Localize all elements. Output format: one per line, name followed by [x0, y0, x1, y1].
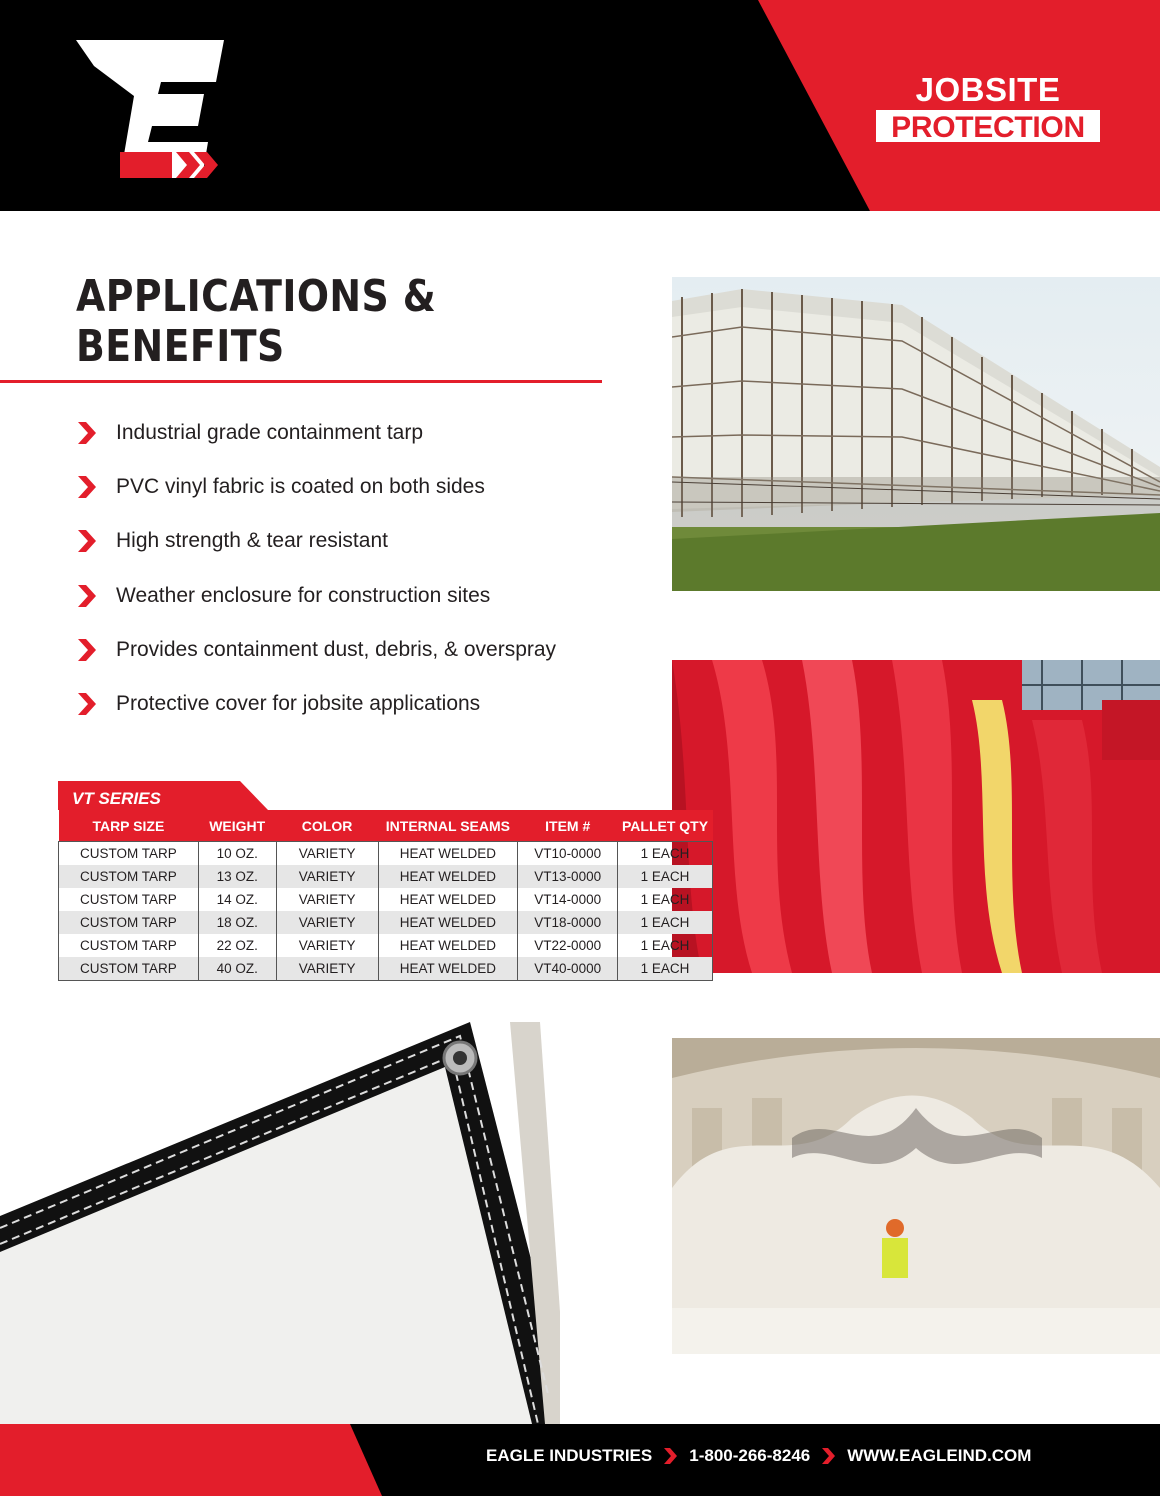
- chevron-right-icon: [78, 639, 96, 661]
- chevron-right-icon: [664, 1448, 677, 1464]
- list-item: Protective cover for jobsite applications: [78, 677, 556, 731]
- eagle-e-logo-icon: [76, 38, 226, 184]
- table-row: CUSTOM TARP 18 OZ. VARIETY HEAT WELDED VT18-0000 1 EACH: [59, 911, 713, 934]
- chevron-right-icon: [78, 476, 96, 498]
- series-label: VT SERIES: [72, 789, 161, 808]
- col-pallet-qty: PALLET QTY: [618, 810, 713, 842]
- list-item: Weather enclosure for construction sites: [78, 569, 556, 623]
- chevron-right-icon: [78, 530, 96, 552]
- col-internal-seams: INTERNAL SEAMS: [378, 810, 518, 842]
- table-row: CUSTOM TARP 40 OZ. VARIETY HEAT WELDED VT40-0000 1 EACH: [59, 957, 713, 981]
- chevron-right-icon: [78, 585, 96, 607]
- table-row: CUSTOM TARP 14 OZ. VARIETY HEAT WELDED VT14-0000 1 EACH: [59, 888, 713, 911]
- photo-rotunda-containment: [672, 1038, 1160, 1354]
- photo-red-tarps: [672, 660, 1160, 973]
- col-tarp-size: TARP SIZE: [59, 810, 199, 842]
- list-item: High strength & tear resistant: [78, 514, 556, 568]
- list-item: PVC vinyl fabric is coated on both sides: [78, 460, 556, 514]
- list-item: Provides containment dust, debris, & overspray: [78, 623, 556, 677]
- col-item-number: ITEM #: [518, 810, 618, 842]
- list-item: Industrial grade containment tarp: [78, 406, 556, 460]
- table-row: CUSTOM TARP 13 OZ. VARIETY HEAT WELDED VT13-0000 1 EACH: [59, 865, 713, 888]
- footer-contact: [486, 1446, 1031, 1466]
- footer-phone[interactable]: 1-800-266-8246: [689, 1446, 811, 1465]
- table-header-row: [59, 810, 713, 842]
- table-series-tab: [58, 781, 713, 810]
- table-row: CUSTOM TARP 22 OZ. VARIETY HEAT WELDED VT22-0000 1 EACH: [59, 934, 713, 957]
- vt-series-table: [58, 781, 713, 981]
- title-line1: APPLICATIONS &: [76, 271, 437, 322]
- benefits-list: [78, 406, 556, 731]
- title-divider: [0, 380, 602, 383]
- chevron-right-icon: [822, 1448, 835, 1464]
- table-row: CUSTOM TARP 10 OZ. VARIETY HEAT WELDED VT10-0000 1 EACH: [59, 842, 713, 866]
- photo-tarp-corner-grommet: [0, 1012, 560, 1424]
- photo-scaffold-enclosure: [672, 277, 1160, 591]
- footer-website-link[interactable]: WWW.EAGLEIND.COM: [847, 1446, 1032, 1465]
- title-line2: BENEFITS: [76, 321, 285, 372]
- badge-protection: PROTECTION: [876, 110, 1100, 142]
- spec-table: [58, 810, 713, 981]
- col-color: COLOR: [276, 810, 378, 842]
- footer-company: EAGLE INDUSTRIES: [486, 1446, 653, 1465]
- chevron-right-icon: [78, 693, 96, 715]
- badge-jobsite: JOBSITE: [915, 71, 1061, 108]
- page-title: [76, 272, 436, 372]
- col-weight: WEIGHT: [198, 810, 276, 842]
- chevron-right-icon: [78, 422, 96, 444]
